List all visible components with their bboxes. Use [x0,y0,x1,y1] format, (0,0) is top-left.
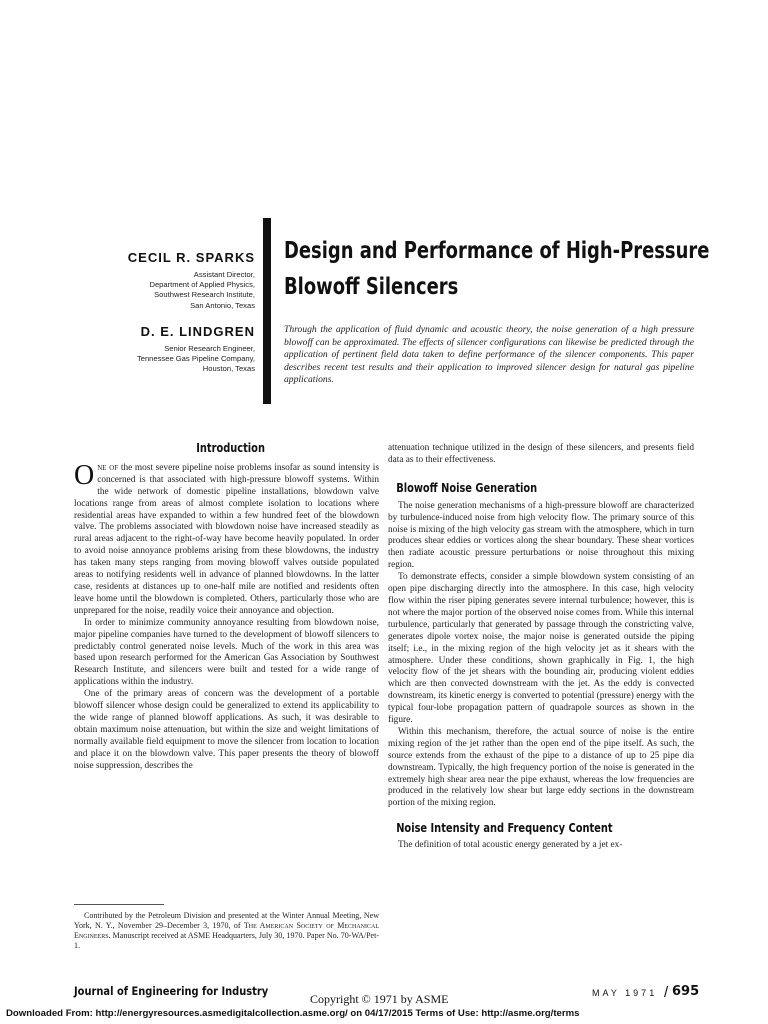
download-notice: Downloaded From: http://energyresources.asmedigitalcollection.asme.org/ on 04/17/2015 Terms of Use: http://asme.org/terms [6,1008,580,1019]
title-line: Blowoff Silencers [284,274,459,300]
drop-cap: O [74,459,95,491]
title-vertical-rule [263,218,271,404]
title-line: Design and Performance of High-Pressure [284,238,710,264]
author-affiliation [100,270,255,311]
article-title [284,233,764,305]
affiliation-line: Tennessee Gas Pipeline Company, [136,354,255,364]
blowoff-paragraph: The noise generation mechanisms of a high-pressure blowoff are characterized by turbulence-induced noise from high velocity flow. The primary source of this noise is mixing of the high velocity gas stream with the atmosphere, which in turn produces shear eddies or vortices along the shear boundary. These shear vortices then radiate acoustic pressure perturbations or noise throughout this mixing region. [388,500,694,571]
affiliation-line: Department of Applied Physics, [149,280,255,290]
author-name: CECIL R. SPARKS [127,250,255,265]
footer-slash: / [664,984,669,1001]
footnote-text: Contributed by the Petroleum Division and presented at the Winter Annual Meeting, New York, N. Y., November 29–December 3, 1970, of [74,911,379,930]
footnote [74,911,379,951]
affiliation-line: Houston, Texas [202,364,255,374]
affiliation-line: Assistant Director, [193,270,255,279]
blowoff-paragraph: Within this mechanism, therefore, the actual source of noise is the entire mixing region of the jet rather than the open end of the pipe itself. As such, the source extends from the exhaust of the pipe to a distance of up to 25 pipe dia downstream. Typically, the high frequency portion of the noise is generated in the extremely high shear area near the pipe exhaust, whereas the low frequencies are produced in the relatively low shear but large eddy sections in the downstream portion of the mixing region. [388,726,694,809]
author-name: D. E. LINDGREN [140,324,255,339]
intensity-paragraph: The definition of total acoustic energy generated by a jet ex- [398,840,623,851]
affiliation-line: Southwest Research Institute, [154,290,255,300]
section-heading-blowoff-noise: Blowoff Noise Generation [396,480,538,495]
introduction-continuation: attenuation technique utilized in the design of these silencers, and presents field data as to their effectiveness. [388,443,694,465]
paragraph-text: the most severe pipeline noise problems insofar as sound intensity is concerned is that associated with high-pressure blowoff systems. Within the wide network of domestic pipeline installations, blowdown valve locations range from areas of almost complete isolation to locations where residential areas have expanded to within a few hundred feet of the blowdown valve. The problems associated with blowdown noise have increased steadily as rural areas adjacent to the right-of-way have become heavily populated. In order to avoid noise annoyance problems arising from these blowdowns, the industry has taken many steps ranging from moving blowoff valves outside populated areas to notifying residents well in advance of planned blowdowns. In the latter case, residents at distances up to one-half mile are notified and residents often leave home until the blowdown is completed. Others, particularly those who are unprepared for the noise, readily voice their annoyance and objection. [74,462,379,616]
footnote-rule [74,904,164,905]
issue-date: MAY 1971 [592,988,658,998]
introduction-paragraph [74,459,379,618]
abstract: Through the application of fluid dynamic and acoustic theory, the noise generation of a high pressure blowoff can be approximated. The effects of silencer configurations can likewise be predicted through the application of pertinent field data taken to define performance of the silencer components. This paper describes recent test results and their application to improved silencer design for natural gas pipeline applications. [284,324,694,386]
lead-in-smallcaps: ne of [97,462,119,473]
introduction-paragraph: One of the primary areas of concern was the development of a portable blowoff silencer whose design could be generalized to extend its applicability to the wide range of planned blowoff applications. As such, it was desirable to obtain maximum noise attenuation, but within the size and weight limitations of normally available field equipment to move the silencer from location to location and place it on the blowdown valve. This paper presents the theory of blowoff noise suppression, describes the [74,689,379,771]
copyright-notice: Copyright © 1971 by ASME [310,992,449,1006]
left-column [74,443,379,772]
journal-name: Journal of Engineering for Industry [74,984,269,998]
author-block-sparks [100,250,255,311]
footnote-text: . Manuscript received at ASME Headquarters, July 30, 1970. Paper No. 70-WA/Pet-1. [74,931,379,950]
author-affiliation [100,344,255,375]
author-block-lindgren [100,324,255,375]
affiliation-line: San Antonio, Texas [190,300,255,310]
section-heading-intensity: Noise Intensity and Frequency Content [396,821,613,836]
section-heading-introduction: Introduction [196,441,265,455]
introduction-paragraph: In order to minimize community annoyance resulting from blowdown noise, major pipeline companies have turned to the development of blowoff silencers to predictably control generated noise levels. Much of the work in this area was based upon research performed for the American Gas Association by Southwest Research Institute, and silencers were built and tested for a wide range of applications within the industry. [74,617,379,688]
right-column [388,443,694,852]
page-number: 695 [672,984,700,999]
affiliation-line: Senior Research Engineer, [164,344,255,353]
society-name: The American Society of Mechanical Engineers [74,921,380,940]
blowoff-paragraph: To demonstrate effects, consider a simple blowdown system consisting of an open pipe discharging directly into the atmosphere. In this case, high velocity flow within the riser piping generates severe internal turbulence; however, this is not where the major portion of the observed noise comes from. While this internal turbulence, particularly that generated by passage through the constricting valve, generates dipole vortex noise, the major noise is generated outside the piping itself; i.e., in the mixing region of the high velocity jet as it shears with the atmosphere. Under these conditions, shown graphically in Fig. 1, the high velocity flow of the jet shears with the bounding air, producing violent eddies which are then convected downstream with the jet. As the eddy is convected downstream, its kinetic energy is converted to potential (pressure) energy with the typical four-lobe propagation pattern of quadrapole sources as shown in the figure. [388,572,694,726]
